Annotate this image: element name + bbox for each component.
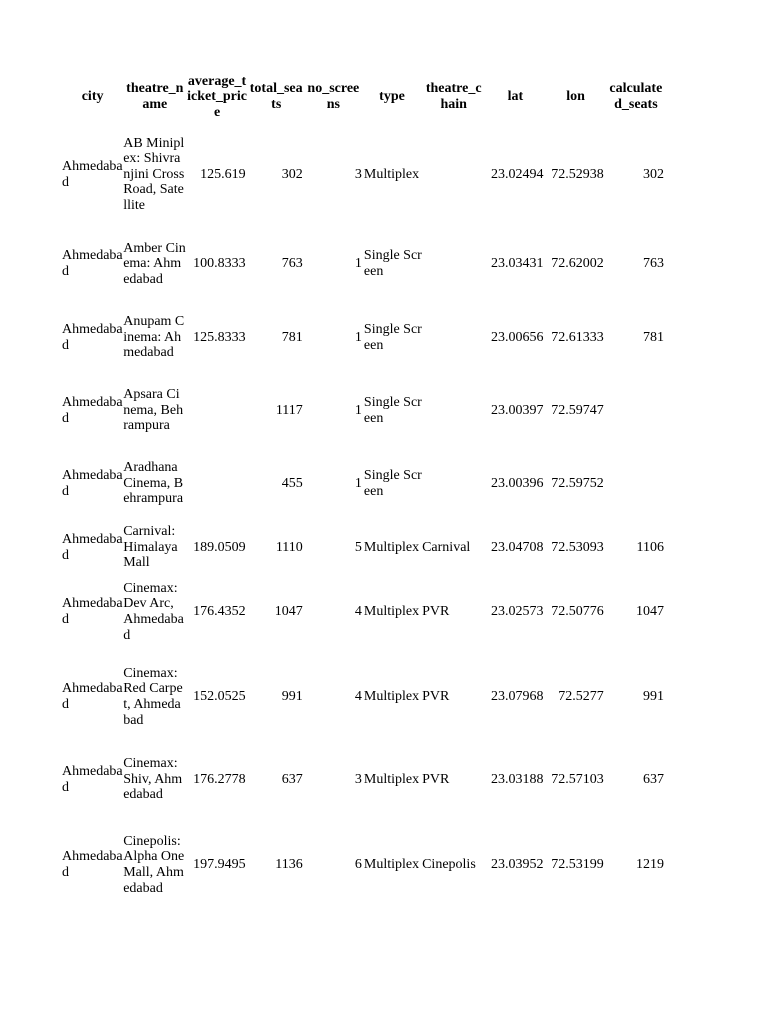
theatre-chain-cell [422,301,485,374]
city-cell: Ahmedabad [62,321,123,353]
lon-cell: 72.52938 [551,166,604,182]
average-ticket-price-cell [186,447,247,520]
calculated-seats-cell [606,447,666,520]
theatre-chain-cell [422,122,485,227]
spreadsheet [62,72,666,916]
table-row [62,374,666,447]
no-screens-cell: 1 [354,329,362,345]
calculated-seats-cell: 637 [643,771,664,787]
theatre-name-cell: Cinepolis: Alpha One Mall, Ahmedabad [123,833,185,896]
theatre-chain-cell: PVR [422,771,450,787]
total-seats-cell: 1110 [275,539,303,555]
header-no-screens: no_screens [307,81,360,112]
lon-cell: 72.62002 [551,256,604,272]
lon-cell: 72.53199 [551,857,604,873]
total-seats-cell: 637 [281,771,303,787]
average-ticket-price-cell: 125.8333 [193,329,246,345]
table-row [62,122,666,227]
theatre-chain-cell: Cinepolis [422,857,476,873]
lat-cell: 23.03188 [491,771,544,787]
type-cell: Multiplex [363,604,420,620]
city-cell: Ahmedabad [62,248,123,279]
theatre-name-cell: Cinemax: Dev Arc, Ahmedabad [123,580,184,643]
average-ticket-price-cell: 176.4352 [193,604,246,620]
calculated-seats-cell: 781 [643,329,664,345]
theatre-chain-cell: Carnival [422,539,471,555]
theatre-chain-cell [422,227,485,301]
header-row [62,72,666,122]
calculated-seats-cell: 302 [643,166,664,182]
table-row [62,520,666,575]
theatre-name-cell: Cinemax: Shiv, Ahmedabad [123,756,183,803]
no-screens-cell: 6 [354,857,362,873]
type-cell: Multiplex [363,771,420,787]
theatre-name-cell: AB Miniplex: Shivranjini Cross Road, Satellite [123,135,185,213]
lat-cell: 23.02573 [491,604,544,620]
total-seats-cell: 1047 [274,604,303,620]
header-theatre-chain: theatre_chain [425,81,482,112]
lon-cell: 72.50776 [551,604,604,620]
header-calculated-seats: calculated_seats [609,81,663,112]
lat-cell: 23.00396 [491,475,544,491]
total-seats-cell: 302 [281,166,303,182]
no-screens-cell: 3 [354,166,362,182]
city-cell: Ahmedabad [62,467,123,499]
lon-cell: 72.59752 [551,475,604,491]
type-cell: Single Screen [363,394,422,426]
lon-cell: 72.61333 [551,329,604,345]
no-screens-cell: 1 [354,402,362,418]
no-screens-cell: 1 [354,475,362,491]
lat-cell: 23.03952 [491,857,544,873]
theatre-name-cell: Anupam Cinema: Ahmedabad [123,314,185,361]
header-lat: lat [507,89,524,105]
type-cell: Single Screen [363,467,422,499]
calculated-seats-cell: 763 [643,256,664,272]
city-cell: Ahmedabad [62,394,123,426]
calculated-seats-cell: 1219 [636,857,664,873]
type-cell: Multiplex [363,166,420,182]
average-ticket-price-cell: 197.9495 [193,857,246,873]
total-seats-cell: 1117 [275,402,303,418]
lon-cell: 72.53093 [551,539,604,555]
lat-cell: 23.04708 [491,539,544,555]
theatre-chain-cell: PVR [422,604,450,620]
type-cell: Single Screen [363,248,422,279]
average-ticket-price-cell: 100.8333 [193,256,246,272]
calculated-seats-cell: 991 [643,689,664,705]
lat-cell: 23.00656 [491,329,544,345]
average-ticket-price-cell: 189.0509 [193,539,246,555]
total-seats-cell: 781 [281,329,303,345]
total-seats-cell: 991 [281,689,303,705]
type-cell: Single Screen [363,321,422,353]
lat-cell: 23.07968 [491,689,544,705]
calculated-seats-cell [606,374,666,447]
average-ticket-price-cell: 176.2778 [193,771,246,787]
type-cell: Multiplex [363,539,420,555]
header-lon: lon [566,89,585,105]
city-cell: Ahmedabad [62,849,123,880]
theatre-chain-cell: PVR [422,689,450,705]
average-ticket-price-cell [186,374,247,447]
calculated-seats-cell: 1047 [636,604,664,620]
total-seats-cell: 455 [281,475,303,491]
header-theatre-name: theatre_name [126,81,184,112]
header-average-ticket-price: average_ticket_price [187,73,247,120]
theatre-name-cell: Carnival: Himalaya Mall [123,524,178,571]
lon-cell: 72.5277 [558,689,604,705]
table-row [62,227,666,301]
table-row [62,649,666,745]
lat-cell: 23.02494 [491,166,544,182]
theatre-table [62,72,666,916]
theatre-name-cell: Aradhana Cinema, Behrampura [123,460,184,507]
no-screens-cell: 4 [354,689,362,705]
lat-cell: 23.03431 [491,256,544,272]
type-cell: Multiplex [363,857,420,873]
header-city: city [81,89,104,105]
lon-cell: 72.57103 [551,771,604,787]
average-ticket-price-cell: 152.0525 [193,689,246,705]
no-screens-cell: 5 [354,539,362,555]
lat-cell: 23.00397 [491,402,544,418]
theatre-name-cell: Apsara Cinema, Behrampura [123,387,184,434]
city-cell: Ahmedabad [62,681,123,712]
type-cell: Multiplex [363,689,420,705]
header-total-seats: total_seats [249,81,303,112]
no-screens-cell: 1 [354,256,362,272]
table-row [62,575,666,649]
theatre-chain-cell [422,447,485,520]
total-seats-cell: 1136 [275,857,303,873]
city-cell: Ahmedabad [62,158,123,190]
theatre-chain-cell [422,374,485,447]
total-seats-cell: 763 [281,256,303,272]
table-row [62,447,666,520]
table-row [62,745,666,814]
no-screens-cell: 4 [354,604,362,620]
table-row [62,301,666,374]
theatre-name-cell: Cinemax: Red Carpet, Ahmedabad [123,665,183,728]
city-cell: Ahmedabad [62,763,123,795]
lon-cell: 72.59747 [551,402,604,418]
header-type: type [379,89,405,105]
calculated-seats-cell: 1106 [636,539,664,555]
city-cell: Ahmedabad [62,596,123,627]
average-ticket-price-cell: 125.619 [200,166,246,182]
table-row [62,814,666,916]
city-cell: Ahmedabad [62,531,123,563]
theatre-name-cell: Amber Cinema: Ahmedabad [123,240,186,287]
no-screens-cell: 3 [354,771,362,787]
